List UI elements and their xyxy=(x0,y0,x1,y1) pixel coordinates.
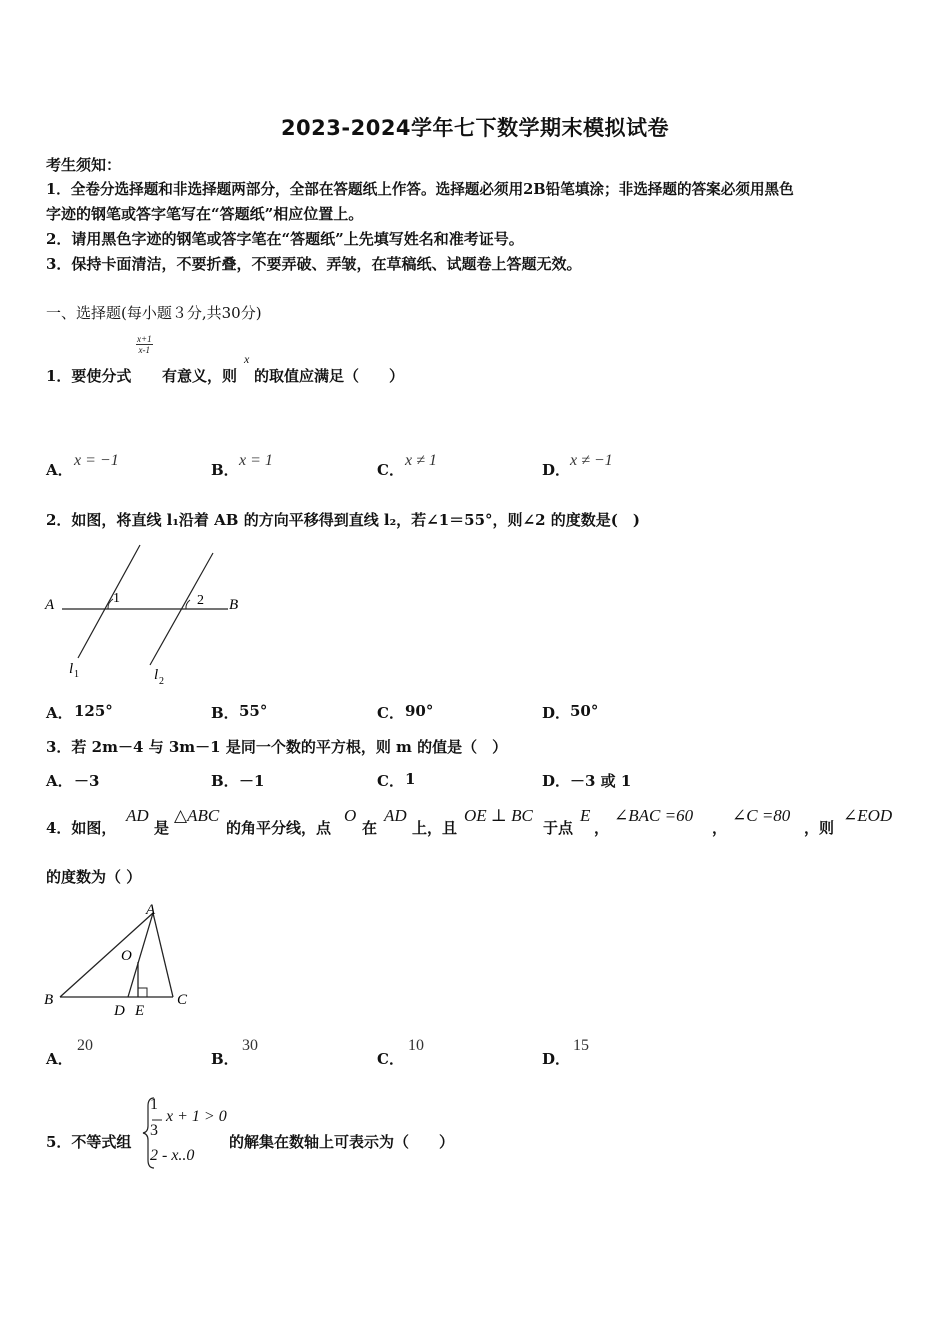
q2-option-b-value: 55° xyxy=(239,702,268,720)
q3-text: 3．若 2m－4 与 3m－1 是同一个数的平方根，则 m 的值是（ ） xyxy=(46,738,508,756)
notice-line-1a: 1．全卷分选择题和非选择题两部分，全部在答题纸上作答。选择题必须用2B铅笔填涂；非选择题的答案必须用黑色 xyxy=(46,181,794,198)
q5-row1: x + 1 > 0 xyxy=(166,1108,227,1125)
q4-m5: OE ⊥ BC xyxy=(464,806,533,825)
q4-option-b-value: 30 xyxy=(242,1037,258,1054)
q4-m9: ∠EOD xyxy=(843,806,893,825)
q4-option-c-label: C． xyxy=(377,1050,404,1068)
q1-option-c-label: C． xyxy=(377,461,404,479)
q4-m8: ∠C =80 xyxy=(732,806,791,825)
q1-option-a-label: A． xyxy=(46,461,73,479)
q5-row2: 2 - x..0 xyxy=(150,1147,195,1164)
q3-option-c-label: C． xyxy=(377,772,404,790)
q2-option-c-label: C． xyxy=(377,704,404,722)
q3-option-a-value: －3 xyxy=(74,772,100,790)
q4-option-d-label: D． xyxy=(542,1050,571,1068)
notice-heading: 考生须知： xyxy=(46,156,122,174)
q2-label-angle1: 1 xyxy=(113,591,120,606)
q4-right-angle-mark xyxy=(138,988,147,997)
q4-m2: △ABC xyxy=(174,806,220,825)
q1-suffix: 的取值应满足（ ） xyxy=(254,367,405,385)
q2-option-d-value: 50° xyxy=(570,702,599,720)
q3-option-b-label: B． xyxy=(211,772,239,790)
q1-option-d-label: D． xyxy=(542,461,571,479)
q1-option-c-value: x ≠ 1 xyxy=(405,452,437,469)
q1-option-b-value: x = 1 xyxy=(239,452,273,469)
notice-line-1b: 字迹的钢笔或答字笔写在“答题纸”相应位置上。 xyxy=(46,205,364,223)
q3-option-c-value: 1 xyxy=(405,770,416,788)
q3-option-a-label: A． xyxy=(46,772,73,790)
q1-mid: 有意义，则 xyxy=(162,367,238,385)
q4-side-ac xyxy=(153,913,173,997)
q2-option-a-value: 125° xyxy=(74,702,113,720)
q2-option-b-label: B． xyxy=(211,704,239,722)
q4-p9: ，则 xyxy=(804,819,835,837)
q4-p1: 4．如图， xyxy=(46,819,117,837)
q3-option-d-label: D． xyxy=(542,772,571,790)
q4-option-b-label: B． xyxy=(211,1050,239,1068)
q2-label-l2: l xyxy=(154,667,159,683)
notice-line-3: 3．保持卡面清洁，不要折叠，不要弄破、弄皱，在草稿纸、试题卷上答题无效。 xyxy=(46,255,582,273)
q2-line-l1 xyxy=(78,545,140,658)
q2-label-l1: l xyxy=(69,661,74,677)
q4-p4: 在 xyxy=(362,819,378,837)
q2-label-l1-sub: 1 xyxy=(74,669,79,680)
q5-frac-den: 3 xyxy=(150,1122,158,1139)
q5-frac-num: 1 xyxy=(150,1096,158,1113)
q4-figure xyxy=(40,900,210,1025)
q4-p5: 上，且 xyxy=(412,819,458,837)
q4-line2: 的度数为（ ） xyxy=(46,868,142,886)
q4-p7: ， xyxy=(594,819,610,837)
q5-suffix: 的解集在数轴上可表示为（ ） xyxy=(229,1133,455,1151)
q4-option-d-value: 15 xyxy=(573,1037,589,1054)
q3-option-d-value: －3 或 1 xyxy=(570,772,632,790)
page-title: 2023-2024学年七下数学期末模拟试卷 xyxy=(280,116,670,140)
q1-frac-den: x-1 xyxy=(138,345,151,355)
q4-m3: O xyxy=(344,806,357,825)
q2-label-a: A xyxy=(45,597,55,613)
q4-label-e: E xyxy=(135,1003,145,1019)
q4-option-a-value: 20 xyxy=(77,1037,93,1054)
q4-side-ab xyxy=(60,913,153,997)
q2-figure xyxy=(40,540,250,690)
q4-m4: AD xyxy=(384,806,407,825)
q4-option-c-value: 10 xyxy=(408,1037,424,1054)
q1-fraction xyxy=(136,334,153,355)
q4-p6: 于点 xyxy=(543,819,574,837)
q5-prefix: 5．不等式组 xyxy=(46,1133,132,1151)
q3-option-b-value: －1 xyxy=(239,772,265,790)
q2-option-d-label: D． xyxy=(542,704,571,722)
q4-label-o: O xyxy=(121,948,132,964)
q4-m6: E xyxy=(580,806,591,825)
q1-var: x xyxy=(244,352,250,366)
q2-label-angle2: 2 xyxy=(197,593,204,608)
q4-p2: 是 xyxy=(154,819,170,837)
q2-label-l2-sub: 2 xyxy=(159,676,164,687)
q2-option-a-label: A． xyxy=(46,704,73,722)
q1-option-d-value: x ≠ −1 xyxy=(570,452,613,469)
q4-m1: AD xyxy=(126,806,149,825)
q4-p8: ， xyxy=(712,819,728,837)
section-heading: 一、选择题(每小题３分,共30分) xyxy=(46,304,262,322)
q1-option-b-label: B． xyxy=(211,461,239,479)
q4-label-a: A xyxy=(146,902,156,918)
q4-p3: 的角平分线，点 xyxy=(226,819,332,837)
q4-option-a-label: A． xyxy=(46,1050,73,1068)
q4-label-d: D xyxy=(114,1003,125,1019)
q4-label-b: B xyxy=(44,992,54,1008)
q1-option-a-value: x = −1 xyxy=(74,452,119,469)
q2-text: 2．如图，将直线 l₁沿着 AB 的方向平移得到直线 l₂，若∠1＝55°，则∠2 的度数是( ) xyxy=(46,511,640,529)
q1-prefix: 1．要使分式 xyxy=(46,367,132,385)
q2-option-c-value: 90° xyxy=(405,702,434,720)
notice-line-2: 2．请用黑色字迹的钢笔或答字笔在“答题纸”上先填写姓名和准考证号。 xyxy=(46,230,524,248)
q2-label-b: B xyxy=(229,597,239,613)
q2-angle2-arc xyxy=(186,600,190,609)
q1-frac-num: x+1 xyxy=(137,334,152,344)
q4-label-c: C xyxy=(177,992,188,1008)
q4-m7: ∠BAC =60 xyxy=(614,806,694,825)
